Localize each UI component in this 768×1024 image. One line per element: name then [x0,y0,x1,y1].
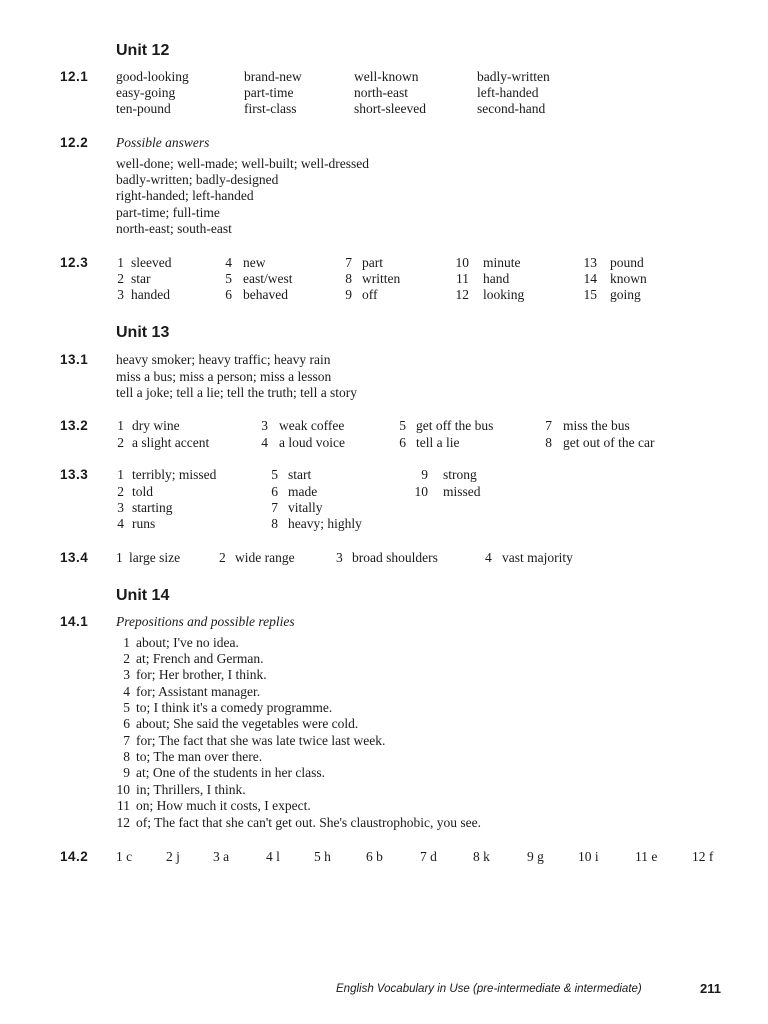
exercise-13-3-number: 13.3 [60,467,89,482]
answer-word: new [243,255,266,270]
answer-line: at; One of the students in her class. [136,765,325,780]
answer-phrase: dry wine [132,418,180,433]
answer-word: known [610,271,647,286]
answer-pair: 5 h [314,849,331,864]
answer-word: part [362,255,383,270]
answer-word: written [362,271,401,286]
answer-pair: 12 f [692,849,714,864]
answer-word: well-known [354,69,419,84]
answer-line: at; French and German. [136,651,264,666]
item-number: 2 [123,651,130,666]
answer-line: about; She said the vegetables were cold. [136,716,359,731]
answer-phrase: tell a lie [416,435,460,450]
answer-phrase: vast majority [502,550,573,565]
item-number: 9 [421,467,428,482]
item-number: 10 [414,484,428,499]
book-title-footer: English Vocabulary in Use (pre-intermediate & intermediate) [336,983,642,995]
answer-phrase: a loud voice [279,435,345,450]
answer-line: badly-written; badly-designed [116,172,279,187]
item-number: 3 [261,418,268,433]
answer-phrase: broad shoulders [352,550,438,565]
item-number: 1 [117,467,124,482]
item-number: 15 [583,287,597,302]
answer-word: start [288,467,312,482]
item-number: 6 [225,287,232,302]
item-number: 3 [117,287,124,302]
item-number: 6 [399,435,406,450]
item-number: 8 [345,271,352,286]
answer-pair: 7 d [420,849,437,864]
exercise-12-1-number: 12.1 [60,69,89,84]
answer-word: brand-new [244,69,302,84]
item-number: 10 [455,255,469,270]
exercise-13-4-number: 13.4 [60,550,89,565]
answer-line: well-done; well-made; well-built; well-dressed [116,156,370,171]
answer-phrase: miss the bus [563,418,630,433]
exercise-12-2-heading: Possible answers [116,135,210,150]
answer-word: going [610,287,641,302]
answer-pair: 6 b [366,849,383,864]
item-number: 4 [485,550,492,565]
item-number: 12 [455,287,469,302]
exercise-14-1-heading: Prepositions and possible replies [116,614,295,629]
item-number: 2 [117,435,124,450]
answer-word: ten-pound [116,101,171,116]
answer-pair: 3 a [213,849,230,864]
item-number: 4 [117,516,124,531]
answer-pair: 10 i [578,849,599,864]
answer-line: heavy smoker; heavy traffic; heavy rain [116,352,331,367]
page-number: 211 [700,981,721,996]
answer-line: north-east; south-east [116,221,232,236]
item-number: 4 [225,255,232,270]
answer-word: terribly; missed [132,467,217,482]
exercise-13-2-number: 13.2 [60,418,89,433]
answer-phrase: get off the bus [416,418,494,433]
item-number: 14 [583,271,597,286]
item-number: 7 [545,418,552,433]
item-number: 1 [116,550,123,565]
answer-phrase: wide range [235,550,295,565]
answer-word: first-class [244,101,297,116]
item-number: 1 [117,255,124,270]
item-number: 7 [345,255,352,270]
item-number: 3 [117,500,124,515]
answer-pair: 8 k [473,849,490,864]
answer-phrase: get out of the car [563,435,655,450]
answer-word: minute [483,255,521,270]
answer-word: vitally [288,500,323,515]
answer-word: told [132,484,154,499]
item-number: 8 [545,435,552,450]
exercise-13-1-number: 13.1 [60,352,89,367]
answer-line: tell a joke; tell a lie; tell the truth; tell a story [116,385,358,400]
item-number: 11 [117,798,130,813]
item-number: 4 [261,435,268,450]
exercise-14-2-number: 14.2 [60,849,89,864]
item-number: 6 [271,484,278,499]
answer-word: pound [610,255,644,270]
answer-pair: 2 j [166,849,180,864]
unit-13-title: Unit 13 [116,324,170,341]
answer-line: for; Assistant manager. [136,684,261,699]
answer-line: on; How much it costs, I expect. [136,798,311,813]
answer-line: to; I think it's a comedy programme. [136,700,333,715]
answer-word: handed [131,287,170,302]
answer-pair: 11 e [635,849,658,864]
answer-line: miss a bus; miss a person; miss a lesson [116,369,332,384]
item-number: 2 [117,271,124,286]
item-number: 3 [123,667,130,682]
item-number: 5 [271,467,278,482]
answer-word: east/west [243,271,293,286]
answer-word: easy-going [116,85,176,100]
answer-word: part-time [244,85,294,100]
exercise-12-3-number: 12.3 [60,255,89,270]
item-number: 6 [123,716,130,731]
answer-word: strong [443,467,477,482]
answer-phrase: a slight accent [132,435,210,450]
answer-phrase: large size [129,550,181,565]
item-number: 8 [271,516,278,531]
unit-12-title: Unit 12 [116,42,170,59]
answer-line: about; I've no idea. [136,635,239,650]
answer-pair: 9 g [527,849,544,864]
answer-word: heavy; highly [288,516,362,531]
answer-word: behaved [243,287,288,302]
answer-line: for; The fact that she was late twice last week. [136,733,386,748]
answer-word: second-hand [477,101,546,116]
exercise-12-2-number: 12.2 [60,135,89,150]
answer-line: to; The man over there. [136,749,263,764]
answer-word: looking [483,287,525,302]
answer-word: star [131,271,151,286]
answer-line: of; The fact that she can't get out. She's claustrophobic, you see. [136,815,482,830]
item-number: 11 [456,271,469,286]
exercise-14-1-number: 14.1 [60,614,89,629]
answer-word: missed [443,484,481,499]
item-number: 9 [345,287,352,302]
answer-word: starting [132,500,173,515]
answer-word: good-looking [116,69,189,84]
item-number: 7 [271,500,278,515]
item-number: 5 [123,700,130,715]
answer-word: runs [132,516,156,531]
answer-phrase: weak coffee [279,418,345,433]
answer-line: part-time; full-time [116,205,220,220]
answer-word: made [288,484,318,499]
item-number: 2 [117,484,124,499]
answer-word: hand [483,271,510,286]
answer-pair: 1 c [116,849,133,864]
answer-word: sleeved [131,255,172,270]
item-number: 13 [583,255,597,270]
answer-line: right-handed; left-handed [116,188,254,203]
item-number: 8 [123,749,130,764]
item-number: 10 [116,782,130,797]
item-number: 5 [399,418,406,433]
item-number: 1 [117,418,124,433]
item-number: 1 [123,635,130,650]
answer-pair: 4 l [266,849,280,864]
answer-line: in; Thrillers, I think. [136,782,246,797]
answer-word: badly-written [477,69,550,84]
answer-word: short-sleeved [354,101,426,116]
item-number: 9 [123,765,130,780]
item-number: 2 [219,550,226,565]
item-number: 12 [116,815,130,830]
item-number: 5 [225,271,232,286]
item-number: 4 [123,684,130,699]
answer-line: for; Her brother, I think. [136,667,267,682]
item-number: 3 [336,550,343,565]
answer-word: north-east [354,85,408,100]
unit-14-title: Unit 14 [116,587,170,604]
answer-word: left-handed [477,85,539,100]
answer-word: off [362,287,378,302]
item-number: 7 [123,733,130,748]
